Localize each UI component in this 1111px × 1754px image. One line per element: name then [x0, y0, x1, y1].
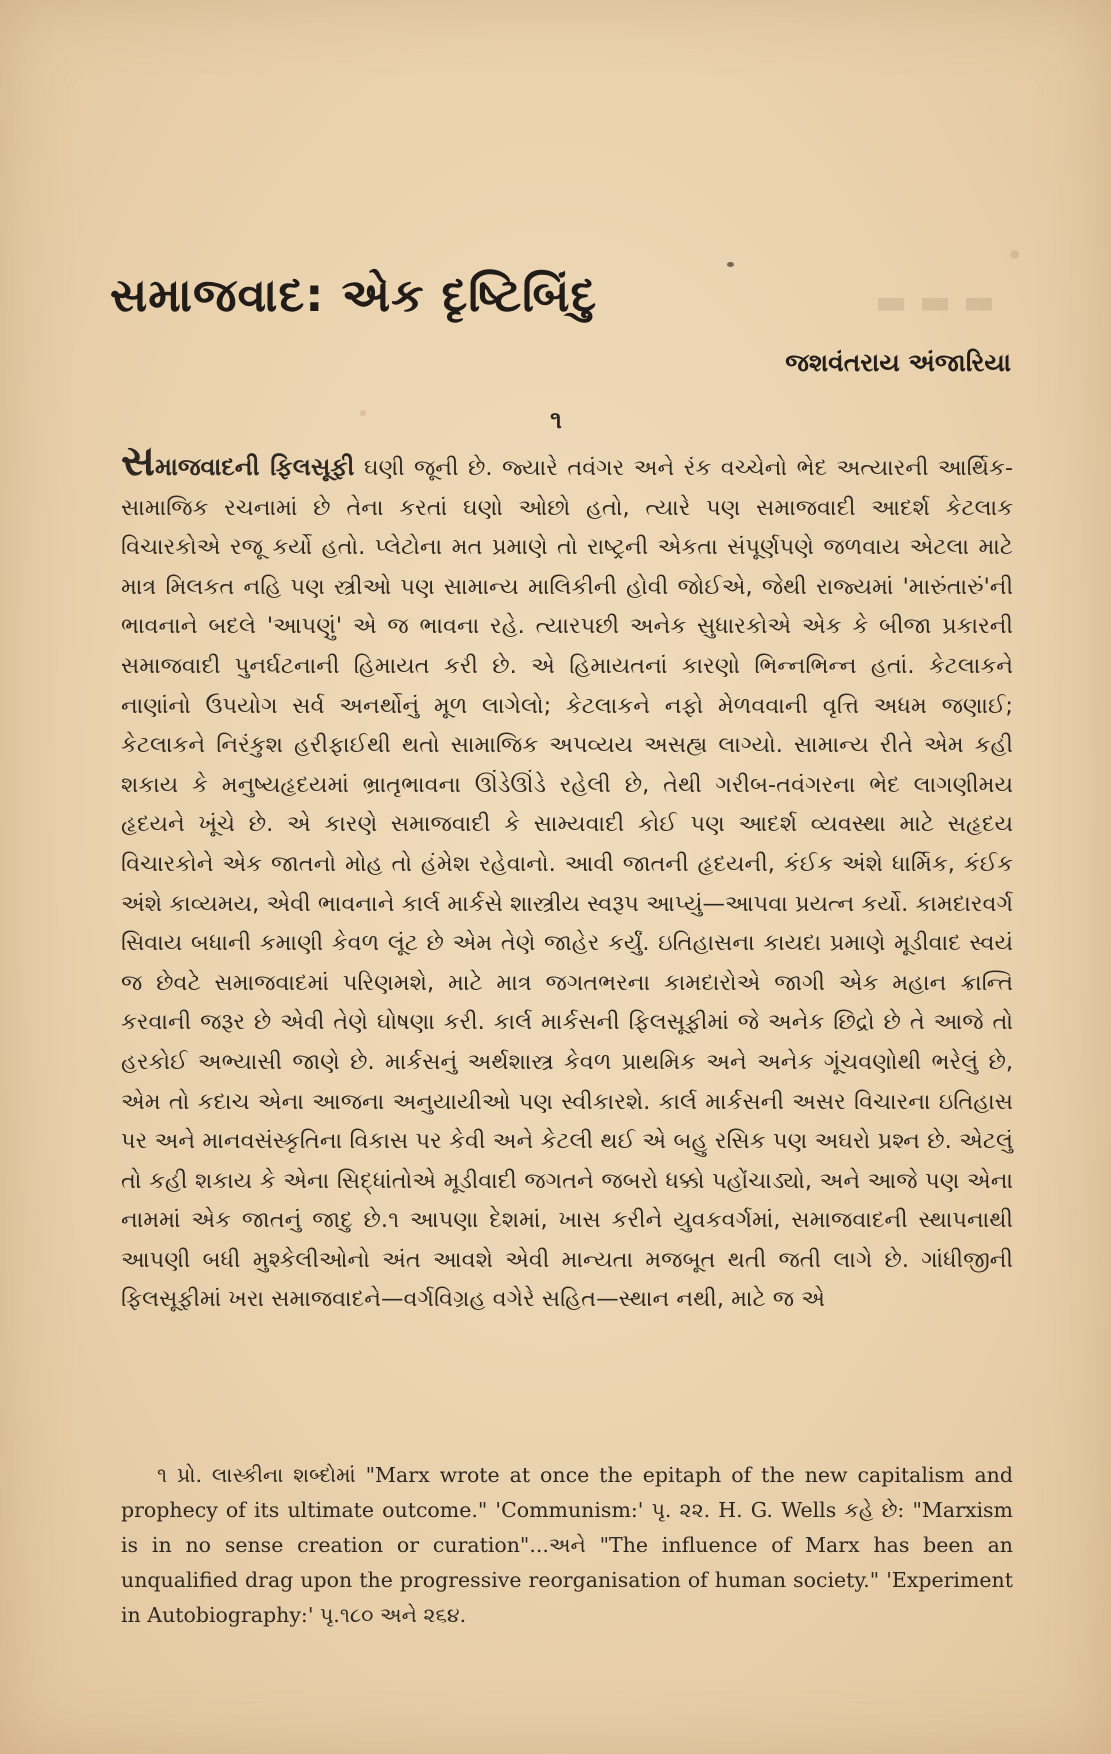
article-title: સમાજવાદ: એક દૃષ્ટિબિંદુ: [110, 268, 598, 322]
ink-speck: [360, 410, 366, 416]
faint-stamp-mark: ▬ ▬ ▬: [875, 282, 996, 322]
author-name: જશવંતરાય અંજારિયા: [785, 348, 1011, 377]
footnote: ૧ પ્રો. લાસ્કીના શબ્દોમાં "Marx wrote at once the epitaph of the new capitalism and prophecy of its ultimate outcome." 'Communism:' પૃ. ૨૨. H. G. Wells કહે છે: "Marxism is in no sense creation or curation"...અને "The influence of Marx has been an unqualified drag upon the progressive reorganisation of human society." 'Experiment in Autobiography:' પૃ.૧૮૦ અને ૨૬૪.: [121, 1463, 1013, 1627]
ink-speck: [1010, 250, 1019, 259]
lead-phrase: માજવાદની ફિલસૂફી: [155, 453, 355, 481]
section-number: ૧: [550, 406, 562, 434]
body-text: ઘણી જૂની છે. જ્યારે તવંગર અને રંક વચ્ચેનો ભેદ અત્યારની આર્થિક-સામાજિક રચનામાં છે તેના કરતાં ઘણો ઓછો હતો, ત્યારે પણ સમાજવાદી આદર્શ કેટલાક વિચારકોએ રજૂ કર્યો હતો. પ્લેટોના મત પ્રમાણે તો રાષ્ટ્રની એકતા સંપૂર્ણપણે જળવાય એટલા માટે માત્ર મિલકત નહિ પણ સ્ત્રીઓ પણ સામાન્ય માલિકીની હોવી જોઈએ, જેથી રાજ્યમાં 'મારુંતારું'ની ભાવનાને બદલે 'આપણું' એ જ ભાવના રહે. ત્યારપછી અનેક સુધારકોએ એક કે બીજા પ્રકારની સમાજવાદી પુનર્ઘટનાની હિમાયત કરી છે. એ હિમાયતનાં કારણો ભિન્નભિન્ન હતાં. કેટલાકને નાણાંનો ઉપયોગ સર્વ અનર્થોનું મૂળ લાગેલો; કેટલાકને નફો મેળવવાની વૃત્તિ અધમ જણાઈ; કેટલાકને નિરંકુશ હરીફાઈથી થતો સામાજિક અપવ્યય અસહ્ય લાગ્યો. સામાન્ય રીતે એમ કહી શકાય કે મનુષ્યહૃદયમાં ભ્રાતૃભાવના ઊંડેઊંડે રહેલી છે, તેથી ગરીબ-તવંગરના ભેદ લાગણીમય હૃદયને ખૂંચે છે. એ કારણે સમાજવાદી કે સામ્યવાદી કોઈ પણ આદર્શ વ્યવસ્થા માટે સહૃદય વિચારકોને એક જાતનો મોહ તો હંમેશ રહેવાનો. આવી જાતની હૃદયની, કંઈક અંશે ધાર્મિક, કંઈક અંશે કાવ્યમય, એવી ભાવનાને કાર્લ માર્કસે શાસ્ત્રીય સ્વરૂપ આપ્યું—આપવા પ્રયત્ન કર્યો. કામદારવર્ગ સિવાય બધાની કમાણી કેવળ લૂંટ છે એમ તેણે જાહેર કર્યું. ઇતિહાસના કાયદા પ્રમાણે મૂડીવાદ સ્વયં જ છેવટે સમાજવાદમાં પરિણમશે, માટે માત્ર જગતભરના કામદારોએ જાગી એક મહાન ક્રાન્તિ કરવાની જરૂર છે એવી તેણે ઘોષણા કરી. કાર્લ માર્કસની ફિલસૂફીમાં જે અનેક છિદ્રો છે તે આજે તો હરકોઈ અભ્યાસી જાણે છે. માર્કસનું અર્થશાસ્ત્ર કેવળ પ્રાથમિક અને અનેક ગૂંચવણોથી ભરેલું છે, એમ તો કદાચ એના આજના અનુયાયીઓ પણ સ્વીકારશે. કાર્લ માર્કસની અસર વિચારના ઇતિહાસ પર અને માનવસંસ્કૃતિના વિકાસ પર કેવી અને કેટલી થઈ એ બહુ રસિક પણ અઘરો પ્રશ્ન છે. એટલું તો કહી શકાય કે એના સિદ્ધાંતોએ મૂડીવાદી જગતને જબરો ધક્કો પહોંચાડ્યો, અને આજે પણ એના નામમાં એક જાતનું જાદુ છે.૧ આપણા દેશમાં, ખાસ કરીને યુવકવર્ગમાં, સમાજવાદની સ્થાપનાથી આપણી બધી મુશ્કેલીઓનો અંત આવશે એવી માન્યતા મજબૂત થતી જતી લાગે છે. ગાંધીજીની ફિલસૂફીમાં ખરા સમાજવાદને—વર્ગવિગ્રહ વગેરે સહિત—સ્થાન નથી, માટે જ એ: [121, 455, 1013, 1313]
ink-speck: [727, 262, 734, 267]
drop-cap: સ: [121, 436, 156, 485]
body-paragraph: [121, 436, 1013, 1320]
